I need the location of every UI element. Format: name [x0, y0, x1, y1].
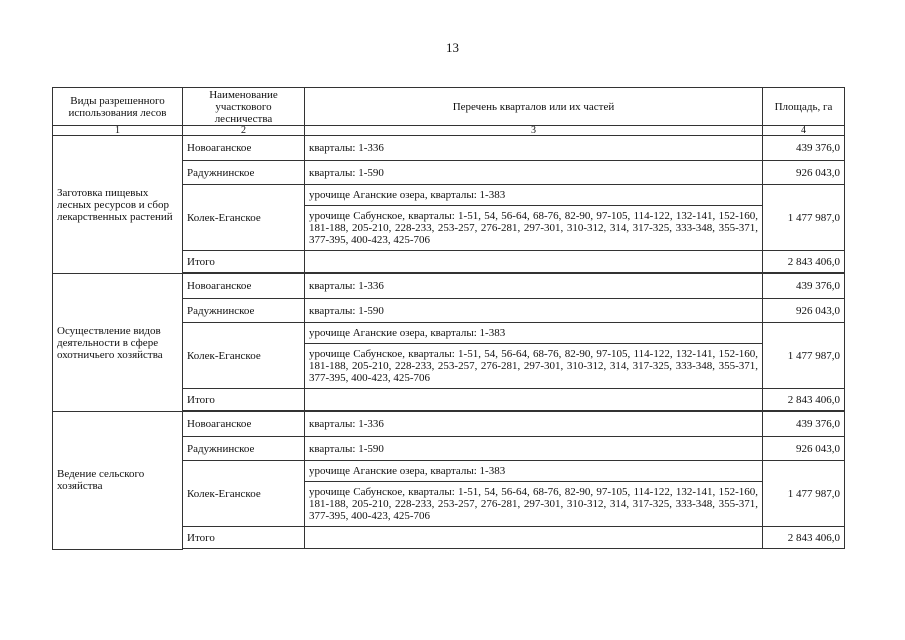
area-cell: 926 043,0: [763, 161, 845, 185]
quarters-list-cell: кварталы: 1-336: [305, 412, 763, 437]
area-cell: 439 376,0: [763, 136, 845, 161]
area-cell: 439 376,0: [763, 412, 845, 437]
district-name-cell: Колек-Еганское: [183, 185, 305, 251]
table-row: [53, 136, 845, 161]
column-number: 1: [53, 126, 183, 136]
area-cell: 439 376,0: [763, 274, 845, 299]
district-name-cell: Колек-Еганское: [183, 323, 305, 389]
quarters-list-cell: кварталы: 1-590: [305, 299, 763, 323]
quarters-list-cell: урочище Сабунское, кварталы: 1-51, 54, 56-64, 68-76, 82-90, 97-105, 114-122, 132-141, 152-160, 181-188, 205-210, 228-233, 253-257, 276-281, 297-301, 310-312, 314, 317-325, 333-348, 355-371, 377-395, 400-423, 425-706: [305, 344, 763, 389]
district-name-cell: Новоаганское: [183, 412, 305, 437]
quarters-list-cell: кварталы: 1-336: [305, 274, 763, 299]
quarters-list-cell: урочище Сабунское, кварталы: 1-51, 54, 56-64, 68-76, 82-90, 97-105, 114-122, 132-141, 152-160, 181-188, 205-210, 228-233, 253-257, 276-281, 297-301, 310-312, 314, 317-325, 333-348, 355-371, 377-395, 400-423, 425-706: [305, 206, 763, 251]
total-label: Итого: [183, 389, 305, 411]
district-name-cell: Радужнинское: [183, 299, 305, 323]
column-number: 3: [305, 126, 763, 136]
quarters-list-cell: урочище Аганские озера, кварталы: 1-383: [305, 461, 763, 482]
table-row: [53, 412, 845, 437]
page-number: 13: [446, 40, 459, 55]
forest-use-type-cell: Осуществление видов деятельности в сфере охотничьего хозяйства: [53, 274, 183, 412]
forest-use-type-cell: Заготовка пищевых лесных ресурсов и сбор лекарственных растений: [53, 136, 183, 274]
total-label: Итого: [183, 251, 305, 273]
district-name-cell: Новоаганское: [183, 274, 305, 299]
area-cell: 926 043,0: [763, 299, 845, 323]
header-forest-use-type: Виды разрешенного использования лесов: [53, 88, 183, 126]
header-district-name: Наименование участкового лесничества: [183, 88, 305, 126]
area-cell: 926 043,0: [763, 437, 845, 461]
column-number: 2: [183, 126, 305, 136]
column-number: 4: [763, 126, 845, 136]
quarters-list-cell: урочище Аганские озера, кварталы: 1-383: [305, 185, 763, 206]
total-area: 2 843 406,0: [763, 527, 845, 549]
empty-cell: [305, 389, 763, 411]
quarters-list-cell: кварталы: 1-336: [305, 136, 763, 161]
total-label: Итого: [183, 527, 305, 549]
column-number-row: [53, 126, 845, 136]
quarters-list-cell: урочище Аганские озера, кварталы: 1-383: [305, 323, 763, 344]
quarters-list-cell: кварталы: 1-590: [305, 161, 763, 185]
district-name-cell: Радужнинское: [183, 437, 305, 461]
quarters-list-cell: кварталы: 1-590: [305, 437, 763, 461]
header-quarters-list: Перечень кварталов или их частей: [305, 88, 763, 126]
area-cell: 1 477 987,0: [763, 323, 845, 389]
total-area: 2 843 406,0: [763, 389, 845, 411]
header-area: Площадь, га: [763, 88, 845, 126]
district-name-cell: Колек-Еганское: [183, 461, 305, 527]
forest-use-table: [52, 87, 845, 550]
total-area: 2 843 406,0: [763, 251, 845, 273]
quarters-list-cell: урочище Сабунское, кварталы: 1-51, 54, 56-64, 68-76, 82-90, 97-105, 114-122, 132-141, 152-160, 181-188, 205-210, 228-233, 253-257, 276-281, 297-301, 310-312, 314, 317-325, 333-348, 355-371, 377-395, 400-423, 425-706: [305, 482, 763, 527]
area-cell: 1 477 987,0: [763, 461, 845, 527]
district-name-cell: Радужнинское: [183, 161, 305, 185]
empty-cell: [305, 251, 763, 273]
table-row: [53, 274, 845, 299]
area-cell: 1 477 987,0: [763, 185, 845, 251]
forest-use-type-cell: Ведение сельского хозяйства: [53, 412, 183, 550]
empty-cell: [305, 527, 763, 549]
table-header-row: [53, 88, 845, 126]
district-name-cell: Новоаганское: [183, 136, 305, 161]
